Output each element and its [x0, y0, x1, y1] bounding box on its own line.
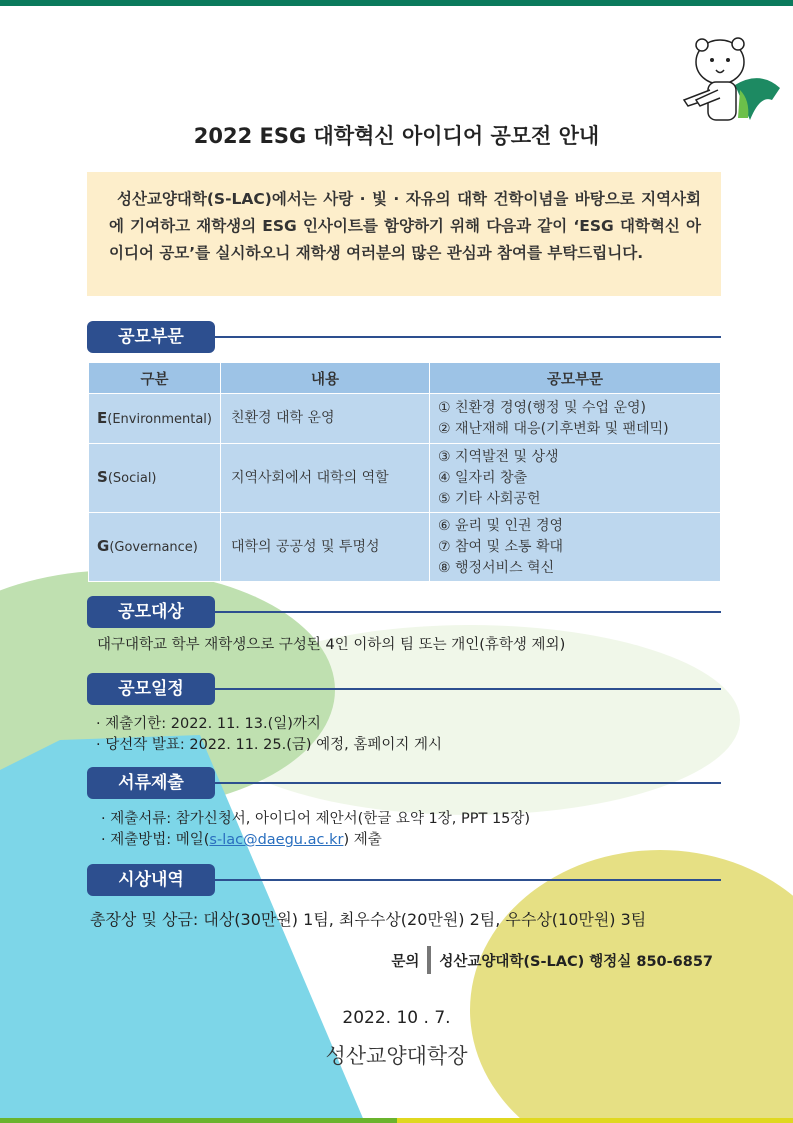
contact-info	[391, 946, 713, 974]
bottom-bar	[0, 1118, 793, 1123]
table-header: 공모부문	[429, 363, 720, 394]
row-content: 대학의 공공성 및 투명성	[220, 513, 429, 582]
table-row	[89, 444, 721, 513]
intro-text: 성산교양대학(S-LAC)에서는 사랑 · 빛 · 자유의 대학 건학이념을 바탕으로 지역사회에 기여하고 재학생의 ESG 인사이트를 함양하기 위해 다음과 같이 ‘ESG 대학혁신 아이디어 공모’를 실시하오니 재학생 여러분의 많은 관심과 참여를 부탁드립니다.	[109, 190, 701, 262]
table-header-row	[89, 363, 721, 394]
row-key: G(Governance)	[89, 513, 221, 582]
intro-box	[87, 172, 721, 296]
divider	[427, 946, 431, 974]
divider	[215, 336, 721, 338]
submission-list	[101, 809, 530, 851]
section-category	[87, 321, 721, 353]
divider	[215, 879, 721, 881]
submission-docs: · 제출서류: 참가신청서, 아이디어 제안서(한글 요약 1장, PPT 15장)	[101, 811, 531, 827]
divider	[215, 782, 721, 784]
issue-date: 2022. 10 . 7.	[342, 1008, 451, 1028]
row-content: 지역사회에서 대학의 역할	[220, 444, 429, 513]
table-header: 구분	[89, 363, 221, 394]
divider	[215, 611, 721, 613]
section-submission	[87, 767, 721, 799]
section-label: 시상내역	[87, 864, 215, 896]
section-label: 공모일정	[87, 673, 215, 705]
table-header: 내용	[220, 363, 429, 394]
section-target	[87, 596, 721, 628]
submission-method: · 제출방법: 메일(s-lac@daegu.ac.kr) 제출	[101, 832, 382, 848]
email-link[interactable]: s-lac@daegu.ac.kr	[209, 832, 344, 848]
top-bar	[0, 0, 793, 6]
awards-text: 총장상 및 상금: 대상(30만원) 1팀, 최우수상(20만원) 2팀, 우수상(10만원) 3팀	[90, 910, 647, 929]
section-label: 공모대상	[87, 596, 215, 628]
section-awards	[87, 864, 721, 896]
page-title: 2022 ESG 대학혁신 아이디어 공모전 안내	[193, 124, 600, 148]
schedule-list	[96, 714, 442, 756]
table-row	[89, 513, 721, 582]
row-key: E(Environmental)	[89, 394, 221, 444]
section-label: 서류제출	[87, 767, 215, 799]
row-items: ① 친환경 경영(행정 및 수업 운영) ② 재난재해 대응(기후변화 및 팬데믹)	[429, 394, 720, 444]
row-items: ⑥ 윤리 및 인권 경영 ⑦ 참여 및 소통 확대 ⑧ 행정서비스 혁신	[429, 513, 720, 582]
section-label: 공모부문	[87, 321, 215, 353]
contact-value: 성산교양대학(S-LAC) 행정실 850-6857	[439, 953, 713, 970]
row-key: S(Social)	[89, 444, 221, 513]
target-text: 대구대학교 학부 재학생으로 구성된 4인 이하의 팀 또는 개인(휴학생 제외)	[97, 637, 566, 653]
tiger-mascot-icon	[680, 30, 785, 130]
contact-label: 문의	[391, 953, 420, 970]
schedule-item: · 당선작 발표: 2022. 11. 25.(금) 예정, 홈페이지 게시	[96, 737, 443, 753]
schedule-item: · 제출기한: 2022. 11. 13.(일)까지	[96, 716, 321, 732]
signature: 성산교양대학장	[325, 1044, 468, 1068]
row-content: 친환경 대학 운영	[220, 394, 429, 444]
divider	[215, 688, 721, 690]
section-schedule	[87, 673, 721, 705]
category-table	[88, 362, 721, 582]
row-items: ③ 지역발전 및 상생 ④ 일자리 창출 ⑤ 기타 사회공헌	[429, 444, 720, 513]
table-row	[89, 394, 721, 444]
